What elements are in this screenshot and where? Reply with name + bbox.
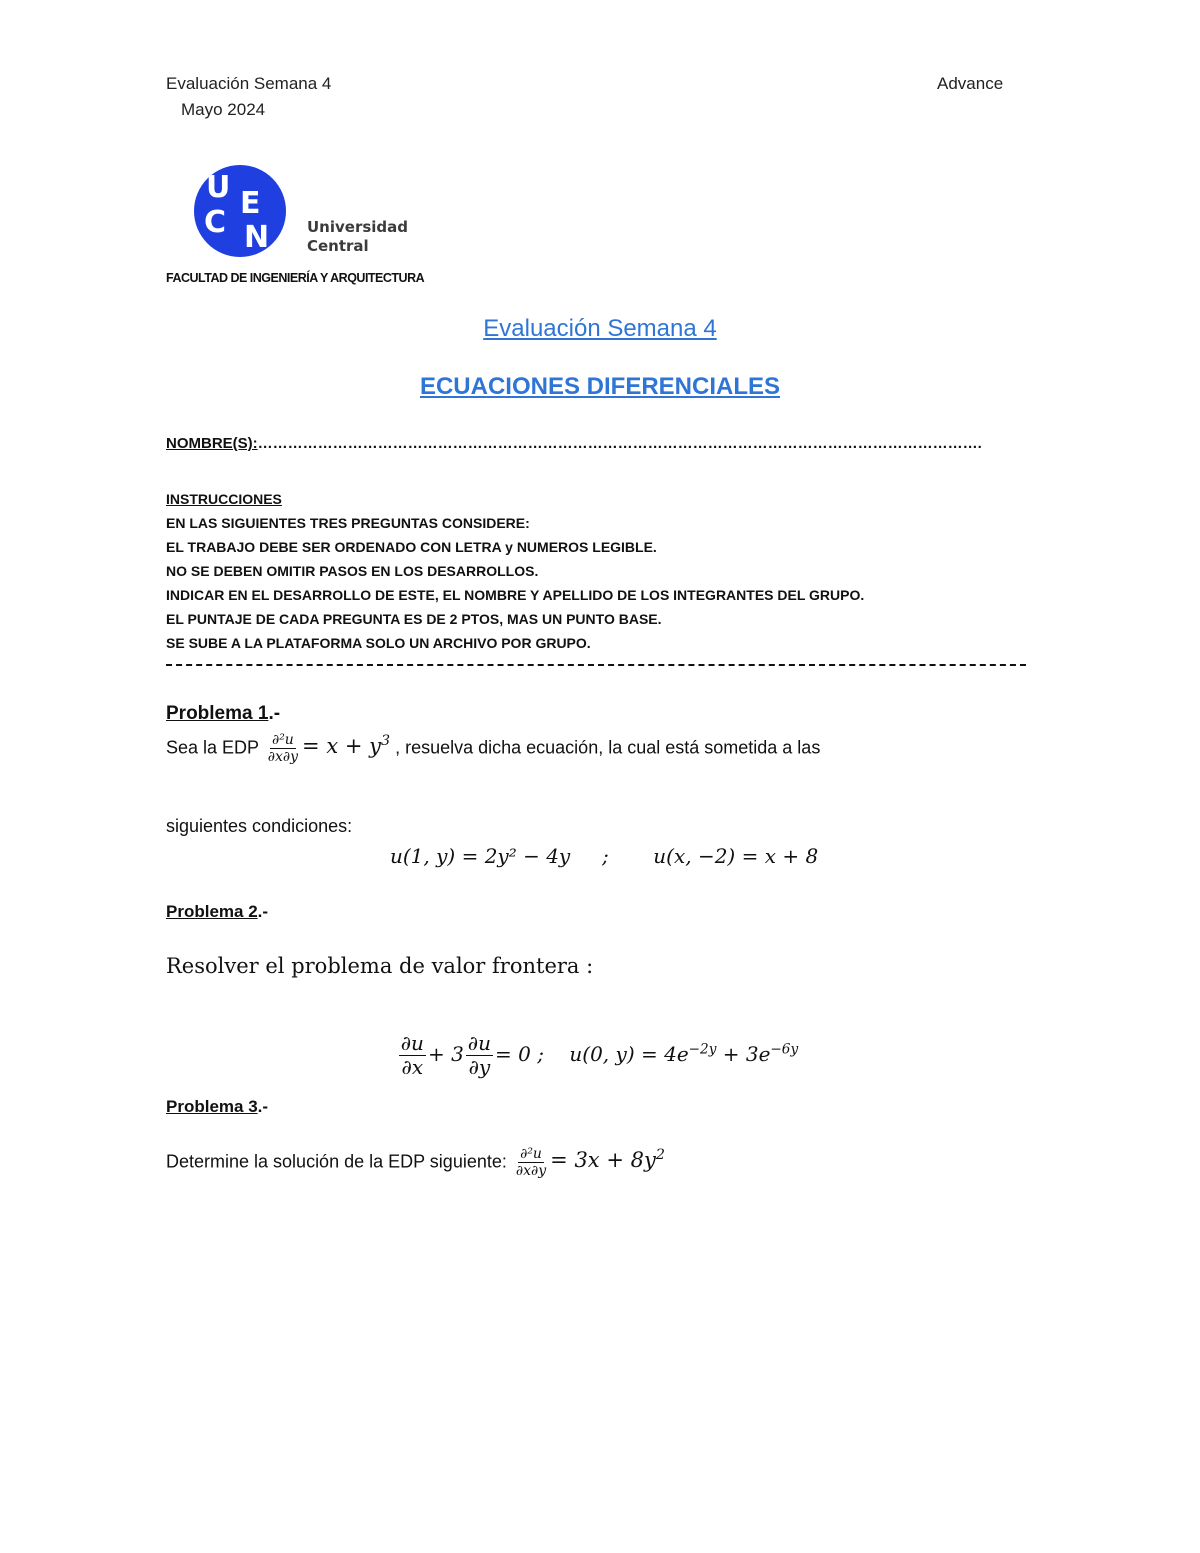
university-name-line2: Central (307, 237, 369, 255)
problem-3-statement (166, 1146, 665, 1179)
pde-rhs-text: = 3x + 8y (550, 1148, 656, 1173)
pde-rhs-text: = x + y (302, 734, 381, 759)
problem-3-title: Problema 3 (166, 1097, 258, 1116)
fraction-numerator: ∂u (400, 1031, 424, 1055)
fraction-denominator: ∂x∂y (515, 1163, 547, 1180)
problem-2-equation (384, 1008, 798, 1079)
equation-boundary-b: + 3e (716, 1042, 771, 1066)
logo-letter-n: N (244, 220, 270, 255)
header-date: Mayo 2024 (181, 100, 266, 119)
instruction-line: INDICAR EN EL DESARROLLO DE ESTE, EL NOMBRE Y APELLIDO DE LOS INTEGRANTES DEL GRUPO. (166, 587, 865, 603)
problem-2-suffix: .- (257, 902, 269, 921)
problem-2-title: Problema 2 (166, 902, 258, 921)
instruction-line: SE SUBE A LA PLATAFORMA SOLO UN ARCHIVO POR GRUPO. (166, 635, 591, 651)
problem-2-fraction-2 (466, 1032, 493, 1079)
problem-1-line2: siguientes condiciones: (166, 816, 353, 836)
exponent-2: −6y (770, 1041, 799, 1058)
problem-1-suffix: .- (268, 703, 281, 724)
instructions-heading: INSTRUCCIONES (166, 491, 282, 507)
problem-1-pde-rhs (302, 734, 390, 758)
university-name-line1: Universidad (307, 218, 409, 236)
equation-plus: + 3 (427, 1042, 464, 1066)
header-right: Advance (937, 74, 1004, 93)
problem-3-pde-rhs (550, 1148, 665, 1172)
pde-rhs-exponent: 3 (380, 733, 391, 750)
university-name (307, 218, 408, 256)
instruction-line: EN LAS SIGUIENTES TRES PREGUNTAS CONSIDERE: (166, 515, 530, 531)
page-title: Evaluación Semana 4 (483, 315, 717, 342)
logo-letter-u: U (206, 170, 231, 205)
problem-1-title: Problema 1 (166, 703, 269, 724)
faculty-name: FACULTAD DE INGENIERÍA Y ARQUITECTURA (166, 271, 425, 285)
names-label: NOMBRE(S): (166, 435, 258, 452)
problem-1-conditions: u(1, y) = 2y² − 4y ; u(x, −2) = x + 8 (390, 844, 819, 868)
dashed-divider (166, 664, 1026, 666)
fraction-denominator: ∂x (401, 1055, 424, 1079)
university-logo (194, 165, 286, 257)
logo-letter-e: E (240, 186, 261, 221)
problem-1-statement (166, 732, 820, 765)
fraction-numerator: ∂²u (271, 732, 294, 748)
fraction-denominator: ∂x∂y (267, 749, 299, 766)
problem-1-pde-fraction (266, 732, 300, 765)
names-dots: ………………………………………………………………………………………………………………………………. (257, 435, 982, 452)
fraction-numerator: ∂u (467, 1031, 492, 1055)
logo-letter-c: C (204, 205, 227, 240)
header-left: Evaluación Semana 4 (166, 74, 332, 93)
problem-1-text-after: , resuelva dicha ecuación, la cual está sometida a las (395, 737, 821, 758)
problem-3-heading (166, 1097, 268, 1117)
instruction-line: EL PUNTAJE DE CADA PREGUNTA ES DE 2 PTOS, MAS UN PUNTO BASE. (166, 611, 662, 627)
problem-1-heading (166, 703, 280, 725)
problem-3-intro: Determine la solución de la EDP siguiente: (166, 1151, 507, 1172)
pde-rhs-exponent: 2 (655, 1147, 665, 1164)
problem-2-heading (166, 902, 268, 922)
problem-1-intro: Sea la EDP (166, 737, 259, 758)
fraction-denominator: ∂y (468, 1055, 491, 1079)
instructions (166, 487, 864, 655)
problem-2-fraction-1 (399, 1032, 426, 1079)
exponent-1: −2y (688, 1041, 717, 1058)
names-field (166, 435, 982, 452)
fraction-numerator: ∂²u (520, 1146, 542, 1162)
equation-boundary-a: = 0 ; u(0, y) = 4e (495, 1042, 689, 1066)
instruction-line: EL TRABAJO DEBE SER ORDENADO CON LETRA y NUMEROS LEGIBLE. (166, 539, 657, 555)
problem-3-suffix: .- (257, 1097, 269, 1116)
page-subtitle: ECUACIONES DIFERENCIALES (419, 373, 781, 400)
instruction-line: NO SE DEBEN OMITIR PASOS EN LOS DESARROLLOS. (166, 563, 539, 579)
problem-3-pde-fraction (514, 1146, 548, 1179)
problem-2-intro: Resolver el problema de valor frontera : (166, 954, 594, 978)
